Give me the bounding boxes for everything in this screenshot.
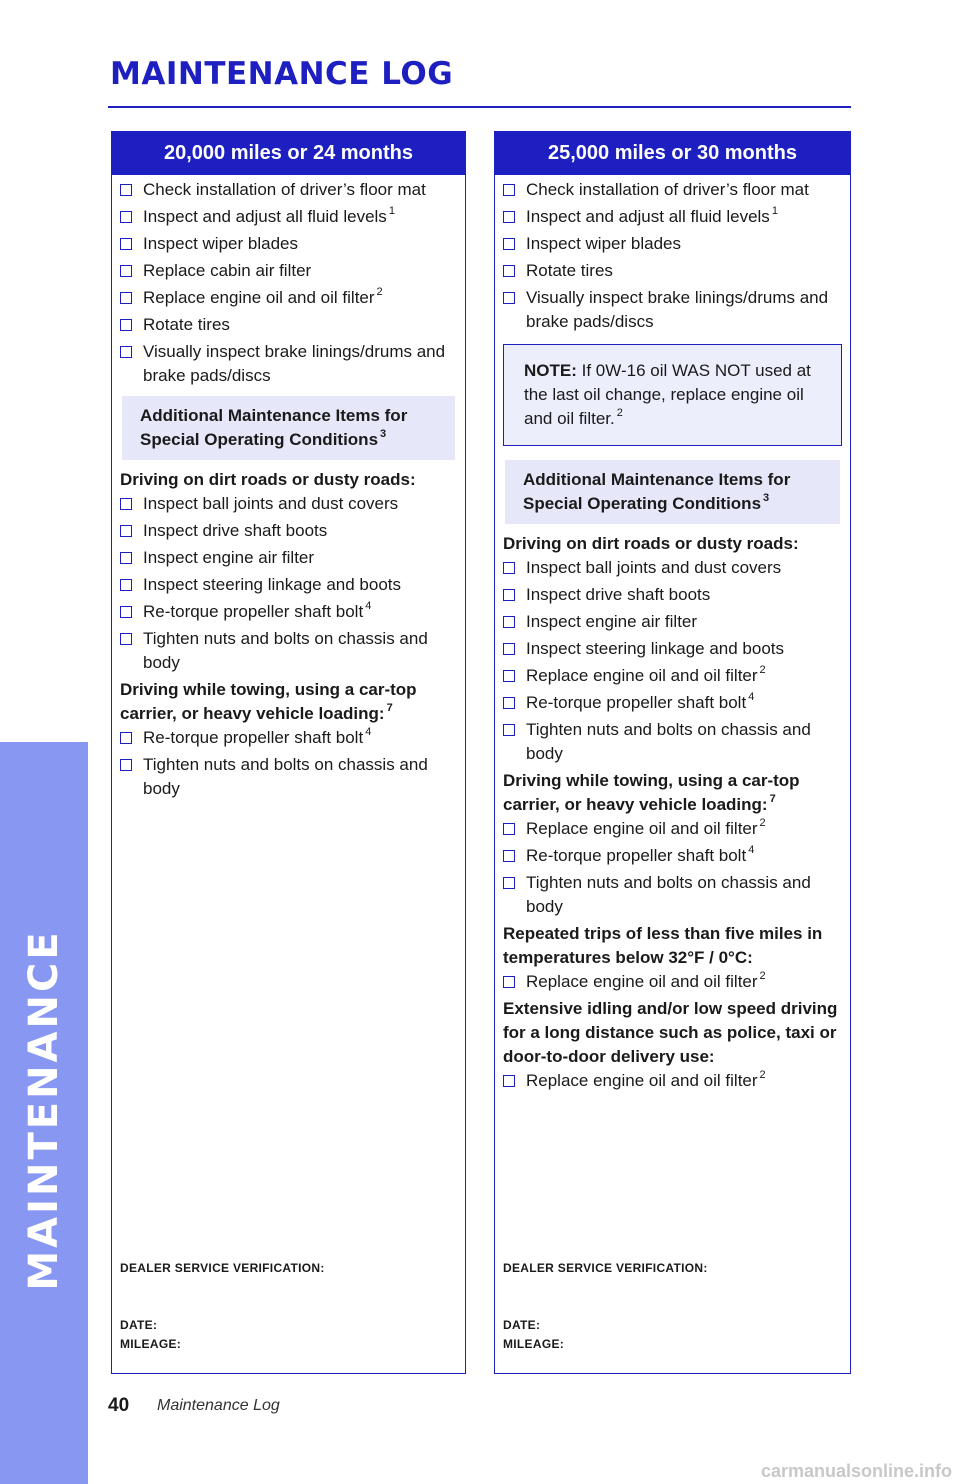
checklist-item xyxy=(120,232,457,256)
footnote-ref: 3 xyxy=(380,428,387,441)
condition-heading xyxy=(503,532,842,556)
checklist-item-text xyxy=(526,286,842,334)
checklist-item-text xyxy=(143,232,298,256)
footnote-ref: 2 xyxy=(759,1069,766,1082)
checklist-item xyxy=(120,546,457,570)
note-box xyxy=(503,344,842,446)
checklist-item xyxy=(503,664,842,688)
checklist-item-text xyxy=(526,844,754,868)
checkbox-icon[interactable] xyxy=(503,850,515,862)
checklist-item-label: Re-torque propeller shaft bolt xyxy=(143,728,364,747)
date-label: DATE: xyxy=(503,1318,541,1332)
checklist-item-label: Re-torque propeller shaft bolt xyxy=(526,846,747,865)
checklist-item-text xyxy=(143,178,426,202)
checkbox-icon[interactable] xyxy=(503,211,515,223)
checklist-item-text xyxy=(526,232,681,256)
condition-heading xyxy=(120,468,457,492)
checklist-item-text xyxy=(143,205,395,229)
checkbox-icon[interactable] xyxy=(503,1075,515,1087)
condition-heading xyxy=(503,997,842,1069)
note-text: If 0W-16 oil WAS NOT used at the last oil change, replace engine oil and oil filter. xyxy=(524,361,811,428)
maintenance-column-20000 xyxy=(111,131,466,1374)
footnote-ref: 2 xyxy=(759,970,766,983)
checklist-item-label: Check installation of driver’s floor mat xyxy=(143,180,426,199)
checklist-item xyxy=(503,718,842,766)
checklist-item-label: Replace engine oil and oil filter xyxy=(526,1071,758,1090)
checkbox-icon[interactable] xyxy=(503,265,515,277)
checklist-item xyxy=(503,817,842,841)
checklist-item xyxy=(120,492,457,516)
condition-heading-text: Driving on dirt roads or dusty roads: xyxy=(120,470,416,489)
checklist-item-text xyxy=(526,817,766,841)
checklist-item-text xyxy=(526,205,778,229)
checklist-item-label: Re-torque propeller shaft bolt xyxy=(143,602,364,621)
checklist-item-label: Inspect engine air filter xyxy=(143,548,315,567)
checklist-item xyxy=(503,232,842,256)
column-header: 25,000 miles or 30 months xyxy=(495,132,850,175)
checklist-item-label: Inspect steering linkage and boots xyxy=(526,639,785,658)
note-label: NOTE: xyxy=(524,361,577,380)
checkbox-icon[interactable] xyxy=(120,606,132,618)
checkbox-icon[interactable] xyxy=(503,976,515,988)
footnote-ref: 4 xyxy=(365,600,372,613)
watermark: carmanualsonline.info xyxy=(760,1461,952,1481)
checkbox-icon[interactable] xyxy=(503,724,515,736)
mileage-label: MILEAGE: xyxy=(503,1337,565,1351)
checkbox-icon[interactable] xyxy=(120,525,132,537)
checklist-item xyxy=(120,313,457,337)
checklist-item-text xyxy=(526,259,613,283)
checkbox-icon[interactable] xyxy=(120,238,132,250)
checklist-item-text xyxy=(526,637,784,661)
title-divider xyxy=(108,106,851,108)
footnote-ref: 4 xyxy=(748,844,755,857)
checklist-item xyxy=(120,259,457,283)
checklist-item-text xyxy=(143,492,398,516)
checklist-item xyxy=(503,844,842,868)
checklist-item-text xyxy=(143,627,457,675)
checklist-item-text xyxy=(143,313,230,337)
checklist-item xyxy=(503,970,842,994)
footnote-ref: 7 xyxy=(386,702,393,715)
checklist-item xyxy=(120,726,457,750)
checklist-item-label: Replace engine oil and oil filter xyxy=(526,666,758,685)
checklist-item-label: Inspect and adjust all fluid levels xyxy=(143,207,387,226)
checklist-item-text xyxy=(526,1069,766,1093)
checklist-item-label: Tighten nuts and bolts on chassis and body xyxy=(526,873,811,916)
checklist-item xyxy=(120,340,457,388)
column-body xyxy=(495,175,850,1093)
checkbox-icon[interactable] xyxy=(120,184,132,196)
checklist-item xyxy=(120,519,457,543)
checklist-item-text xyxy=(526,871,842,919)
checklist-item-text xyxy=(526,691,754,715)
checklist-item-label: Replace engine oil and oil filter xyxy=(526,819,758,838)
checklist-item-text xyxy=(526,970,766,994)
checklist-item-label: Inspect drive shaft boots xyxy=(143,521,328,540)
checklist-item xyxy=(120,205,457,229)
checkbox-icon[interactable] xyxy=(503,616,515,628)
checkbox-icon[interactable] xyxy=(503,877,515,889)
checkbox-icon[interactable] xyxy=(120,732,132,744)
checkbox-icon[interactable] xyxy=(120,292,132,304)
column-body xyxy=(112,175,465,801)
checklist-item xyxy=(503,259,842,283)
checklist-item-text xyxy=(526,664,766,688)
checklist-item-label: Replace engine oil and oil filter xyxy=(526,972,758,991)
checklist-item-text xyxy=(143,753,457,801)
footnote-ref: 2 xyxy=(616,407,623,420)
footnote-ref: 7 xyxy=(769,793,776,806)
checklist-item-text xyxy=(143,573,401,597)
condition-heading-text: Repeated trips of less than five miles in temperatures below 32°F / 0°C: xyxy=(503,924,823,967)
checklist-item-label: Visually inspect brake linings/drums and brake pads/discs xyxy=(143,342,446,385)
checklist-item-text xyxy=(526,610,697,634)
checkbox-icon[interactable] xyxy=(503,643,515,655)
checklist-item-label: Tighten nuts and bolts on chassis and body xyxy=(143,755,428,798)
column-header: 20,000 miles or 24 months xyxy=(112,132,465,175)
checklist-item xyxy=(503,286,842,334)
checklist-item xyxy=(503,205,842,229)
checkbox-icon[interactable] xyxy=(503,697,515,709)
checklist-item-label: Re-torque propeller shaft bolt xyxy=(526,693,747,712)
checkbox-icon[interactable] xyxy=(120,552,132,564)
checklist-item-label: Visually inspect brake linings/drums and brake pads/discs xyxy=(526,288,829,331)
date-label: DATE: xyxy=(120,1318,158,1332)
checklist-item xyxy=(120,286,457,310)
checkbox-icon[interactable] xyxy=(503,823,515,835)
checklist-item-label: Tighten nuts and bolts on chassis and body xyxy=(526,720,811,763)
footnote-ref: 2 xyxy=(759,817,766,830)
checklist-item-label: Inspect wiper blades xyxy=(143,234,298,253)
checkbox-icon[interactable] xyxy=(503,562,515,574)
footnote-ref: 4 xyxy=(365,726,372,739)
checkbox-icon[interactable] xyxy=(120,759,132,771)
checklist-item-text xyxy=(143,519,327,543)
dealer-verification-label: DEALER SERVICE VERIFICATION: xyxy=(120,1261,325,1275)
checklist-item-text xyxy=(143,600,371,624)
checklist-item-text xyxy=(143,340,457,388)
checklist-item xyxy=(120,573,457,597)
checkbox-icon[interactable] xyxy=(120,633,132,645)
mileage-label: MILEAGE: xyxy=(120,1337,182,1351)
checklist-item xyxy=(120,627,457,675)
checkbox-icon[interactable] xyxy=(503,292,515,304)
checklist-item-text xyxy=(143,546,314,570)
checkbox-icon[interactable] xyxy=(120,346,132,358)
checkbox-icon[interactable] xyxy=(120,211,132,223)
checklist-item-label: Inspect wiper blades xyxy=(526,234,681,253)
condition-heading xyxy=(503,922,842,970)
checklist-item-label: Inspect steering linkage and boots xyxy=(143,575,402,594)
footnote-ref: 2 xyxy=(759,664,766,677)
additional-items-title: Additional Maintenance Items for Special Operating Conditions xyxy=(140,406,408,449)
checklist-item-label: Check installation of driver’s floor mat xyxy=(526,180,809,199)
checkbox-icon[interactable] xyxy=(503,184,515,196)
checkbox-icon[interactable] xyxy=(120,579,132,591)
checklist-item-label: Rotate tires xyxy=(526,261,613,280)
checklist-item-text xyxy=(526,178,809,202)
checklist-item-label: Inspect and adjust all fluid levels xyxy=(526,207,770,226)
footnote-ref: 3 xyxy=(763,492,770,505)
checklist-item-text xyxy=(143,259,311,283)
additional-items-box xyxy=(505,460,840,524)
checklist-item xyxy=(503,556,842,580)
checkbox-icon[interactable] xyxy=(503,589,515,601)
condition-heading-text: Driving while towing, using a car-top carrier, or heavy vehicle loading: xyxy=(120,680,417,723)
checklist-item-text xyxy=(526,556,781,580)
checklist-item-label: Replace cabin air filter xyxy=(143,261,312,280)
condition-heading-text: Driving on dirt roads or dusty roads: xyxy=(503,534,799,553)
checkbox-icon[interactable] xyxy=(503,670,515,682)
condition-heading-text: Extensive idling and/or low speed driving for a long distance such as police, taxi or door-to-door delivery use: xyxy=(503,999,838,1066)
checkbox-icon[interactable] xyxy=(503,238,515,250)
checklist-item xyxy=(503,1069,842,1093)
additional-items-title: Additional Maintenance Items for Special Operating Conditions xyxy=(523,470,791,513)
additional-items-box xyxy=(122,396,455,460)
checkbox-icon[interactable] xyxy=(120,319,132,331)
checklist-item-label: Tighten nuts and bolts on chassis and body xyxy=(143,629,428,672)
checklist-item-label: Replace engine oil and oil filter xyxy=(143,288,375,307)
checkbox-icon[interactable] xyxy=(120,498,132,510)
checklist-item xyxy=(503,871,842,919)
condition-heading xyxy=(503,769,842,817)
checklist-item xyxy=(503,691,842,715)
checklist-item-text xyxy=(143,726,371,750)
section-side-tab-label: MAINTENANCE xyxy=(21,929,67,1291)
footnote-ref: 1 xyxy=(771,205,778,218)
condition-heading xyxy=(120,678,457,726)
footnote-ref: 1 xyxy=(388,205,395,218)
checkbox-icon[interactable] xyxy=(120,265,132,277)
checklist-item-label: Inspect ball joints and dust covers xyxy=(143,494,399,513)
page-title: MAINTENANCE LOG xyxy=(110,56,454,92)
checklist-item-text xyxy=(526,583,710,607)
checklist-item xyxy=(503,178,842,202)
maintenance-column-25000 xyxy=(494,131,851,1374)
checklist-item-text xyxy=(143,286,383,310)
checklist-item-label: Inspect ball joints and dust covers xyxy=(526,558,782,577)
checklist-item xyxy=(120,600,457,624)
checklist-item xyxy=(120,753,457,801)
footer-section-label: Maintenance Log xyxy=(157,1397,280,1414)
checklist-item-label: Inspect drive shaft boots xyxy=(526,585,711,604)
checklist-item-label: Rotate tires xyxy=(143,315,230,334)
checklist-item xyxy=(503,637,842,661)
dealer-verification-label: DEALER SERVICE VERIFICATION: xyxy=(503,1261,708,1275)
checklist-item-text xyxy=(526,718,842,766)
footnote-ref: 4 xyxy=(748,691,755,704)
footnote-ref: 2 xyxy=(376,286,383,299)
condition-heading-text: Driving while towing, using a car-top carrier, or heavy vehicle loading: xyxy=(503,771,800,814)
page-number: 40 xyxy=(108,1395,130,1416)
checklist-item xyxy=(503,583,842,607)
checklist-item xyxy=(120,178,457,202)
checklist-item xyxy=(503,610,842,634)
checklist-item-label: Inspect engine air filter xyxy=(526,612,698,631)
